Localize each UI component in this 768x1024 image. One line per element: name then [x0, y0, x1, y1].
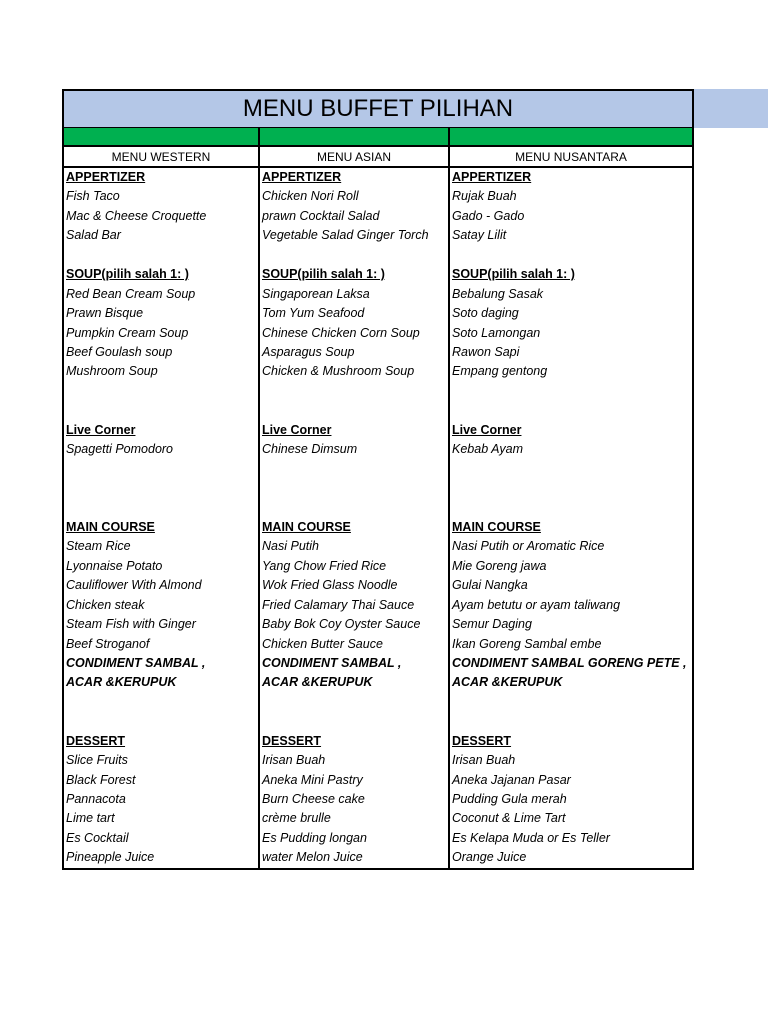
blank-line [260, 712, 448, 731]
menu-item: Pineapple Juice [66, 850, 155, 865]
menu-item: Soto Lamongan [452, 325, 541, 340]
blank-line [64, 382, 258, 401]
menu-item: Irisan Buah [452, 753, 516, 768]
menu-item: Wok Fried Glass Noodle [262, 578, 398, 593]
menu-item: Asparagus Soup [262, 344, 355, 359]
section-heading: DESSERT [452, 733, 512, 748]
menu-item: Spagetti Pomodoro [66, 442, 174, 457]
menu-item: Es Pudding longan [262, 830, 367, 845]
green-divider-row [64, 128, 692, 147]
menu-item: Chinese Dimsum [262, 442, 358, 457]
menu-item: Red Bean Cream Soup [66, 286, 196, 301]
column-header-nusantara: MENU NUSANTARA [515, 149, 627, 164]
menu-item: Pudding Gula merah [452, 792, 567, 806]
section-heading: MAIN COURSE [452, 519, 541, 534]
section-heading: Live Corner [66, 422, 136, 437]
menu-item: Es Cocktail [66, 830, 129, 845]
menu-item: Pannacota [66, 792, 126, 806]
menu-item: Black Forest [66, 772, 136, 787]
blank-line [450, 382, 692, 401]
menu-item: Fried Calamary Thai Sauce [262, 597, 415, 612]
menu-item: Lyonnaise Potato [66, 558, 163, 573]
section-heading: MAIN COURSE [66, 519, 155, 534]
column-header-western: MENU WESTERN [64, 147, 260, 166]
menu-item: Tom Yum Seafood [262, 306, 365, 321]
condiment-line: CONDIMENT SAMBAL , [66, 655, 206, 670]
section-heading: SOUP(pilih salah 1: ) [66, 267, 189, 282]
blank-line [450, 401, 692, 420]
menu-item: Slice Fruits [66, 753, 128, 768]
menu-item: Chicken Butter Sauce [262, 636, 383, 651]
condiment-line: CONDIMENT SAMBAL GORENG PETE , [452, 655, 687, 670]
menu-item: Semur Daging [452, 617, 532, 632]
menu-item: Orange Juice [452, 850, 527, 865]
menu-item: Irisan Buah [262, 753, 326, 768]
menu-item: Gulai Nangka [452, 578, 528, 593]
page-title: MENU BUFFET PILIHAN [64, 89, 692, 128]
condiment-line: ACAR &KERUPUK [66, 675, 177, 690]
menu-item: Coconut & Lime Tart [452, 811, 566, 826]
menu-item: Singaporean Laksa [262, 286, 370, 301]
menu-column-nusantara [450, 168, 692, 868]
menu-item: Satay Lilit [452, 228, 507, 243]
menu-item: Mie Goreng jawa [452, 558, 547, 573]
blank-line [450, 479, 692, 498]
menu-item: Bebalung Sasak [452, 286, 544, 301]
column-header-row [64, 147, 692, 168]
section-heading: APPERTIZER [452, 170, 532, 184]
menu-item: Chicken Nori Roll [262, 189, 359, 204]
blank-line [450, 712, 692, 731]
menu-item: Rujak Buah [452, 189, 517, 204]
menu-item: Gado - Gado [452, 208, 525, 223]
condiment-line: ACAR &KERUPUK [452, 675, 563, 690]
menu-item: Aneka Jajanan Pasar [452, 772, 571, 787]
menu-item: Ikan Goreng Sambal embe [452, 636, 602, 651]
menu-item: Nasi Putih [262, 539, 319, 554]
blank-line [450, 246, 692, 265]
section-heading: APPERTIZER [262, 170, 342, 184]
menu-item: Fish Taco [66, 189, 120, 204]
blank-line [260, 693, 448, 712]
blank-line [64, 693, 258, 712]
menu-item: Empang gentong [452, 364, 548, 379]
green-cell-asian [260, 128, 450, 145]
blank-line [260, 479, 448, 498]
blank-line [64, 479, 258, 498]
menu-column-western [64, 168, 260, 868]
blank-line [64, 712, 258, 731]
menu-item: prawn Cocktail Salad [262, 208, 380, 223]
section-heading: Live Corner [452, 422, 522, 437]
section-heading: SOUP(pilih salah 1: ) [262, 267, 385, 282]
menu-item: Beef Stroganof [66, 636, 150, 651]
blank-line [450, 498, 692, 517]
menu-item: Chinese Chicken Corn Soup [262, 325, 420, 340]
blank-line [450, 460, 692, 479]
menu-item: Baby Bok Coy Oyster Sauce [262, 617, 421, 632]
menu-item: Salad Bar [66, 228, 121, 243]
section-heading: DESSERT [66, 733, 126, 748]
menu-item: Steam Fish with Ginger [66, 617, 196, 632]
menu-item: Vegetable Salad Ginger Torch [262, 228, 429, 243]
blank-line [450, 693, 692, 712]
condiment-line: ACAR &KERUPUK [262, 675, 373, 690]
section-heading: DESSERT [262, 733, 322, 748]
blank-line [260, 246, 448, 265]
menu-column-asian [260, 168, 450, 868]
blank-line [64, 246, 258, 265]
condiment-line: CONDIMENT SAMBAL , [262, 655, 402, 670]
menu-item: Prawn Bisque [66, 306, 144, 321]
menu-item: Soto daging [452, 306, 519, 321]
menu-item: Kebab Ayam [452, 442, 523, 457]
menu-item: Aneka Mini Pastry [262, 772, 363, 787]
menu-item: Yang Chow Fried Rice [262, 558, 387, 573]
menu-item: Pumpkin Cream Soup [66, 325, 189, 340]
blank-line [64, 460, 258, 479]
menu-item: Mac & Cheese Croquette [66, 208, 207, 223]
menu-item: Beef Goulash soup [66, 344, 173, 359]
menu-item: Burn Cheese cake [262, 792, 365, 806]
menu-body [64, 168, 692, 868]
menu-item: water Melon Juice [262, 850, 363, 865]
green-cell-western [64, 128, 260, 145]
blank-line [260, 401, 448, 420]
section-heading: SOUP(pilih salah 1: ) [452, 267, 575, 282]
menu-table [62, 89, 694, 870]
menu-item: Ayam betutu or ayam taliwang [452, 597, 621, 612]
blank-line [64, 401, 258, 420]
blank-line [260, 460, 448, 479]
menu-item: Nasi Putih or Aromatic Rice [452, 539, 605, 554]
menu-item: Mushroom Soup [66, 364, 158, 379]
menu-item: Steam Rice [66, 539, 131, 554]
section-heading: MAIN COURSE [262, 519, 351, 534]
blank-line [260, 382, 448, 401]
menu-item: crème brulle [262, 811, 331, 826]
blank-line [260, 498, 448, 517]
green-cell-nusantara [450, 128, 692, 145]
menu-item: Cauliflower With Almond [66, 578, 202, 593]
column-header-asian: MENU ASIAN [260, 147, 450, 166]
menu-item: Es Kelapa Muda or Es Teller [452, 830, 610, 845]
blank-line [64, 498, 258, 517]
menu-item: Lime tart [66, 811, 115, 826]
menu-item: Chicken & Mushroom Soup [262, 364, 415, 379]
section-heading: Live Corner [262, 422, 332, 437]
menu-item: Chicken steak [66, 597, 145, 612]
section-heading: APPERTIZER [66, 170, 146, 184]
menu-item: Rawon Sapi [452, 344, 520, 359]
